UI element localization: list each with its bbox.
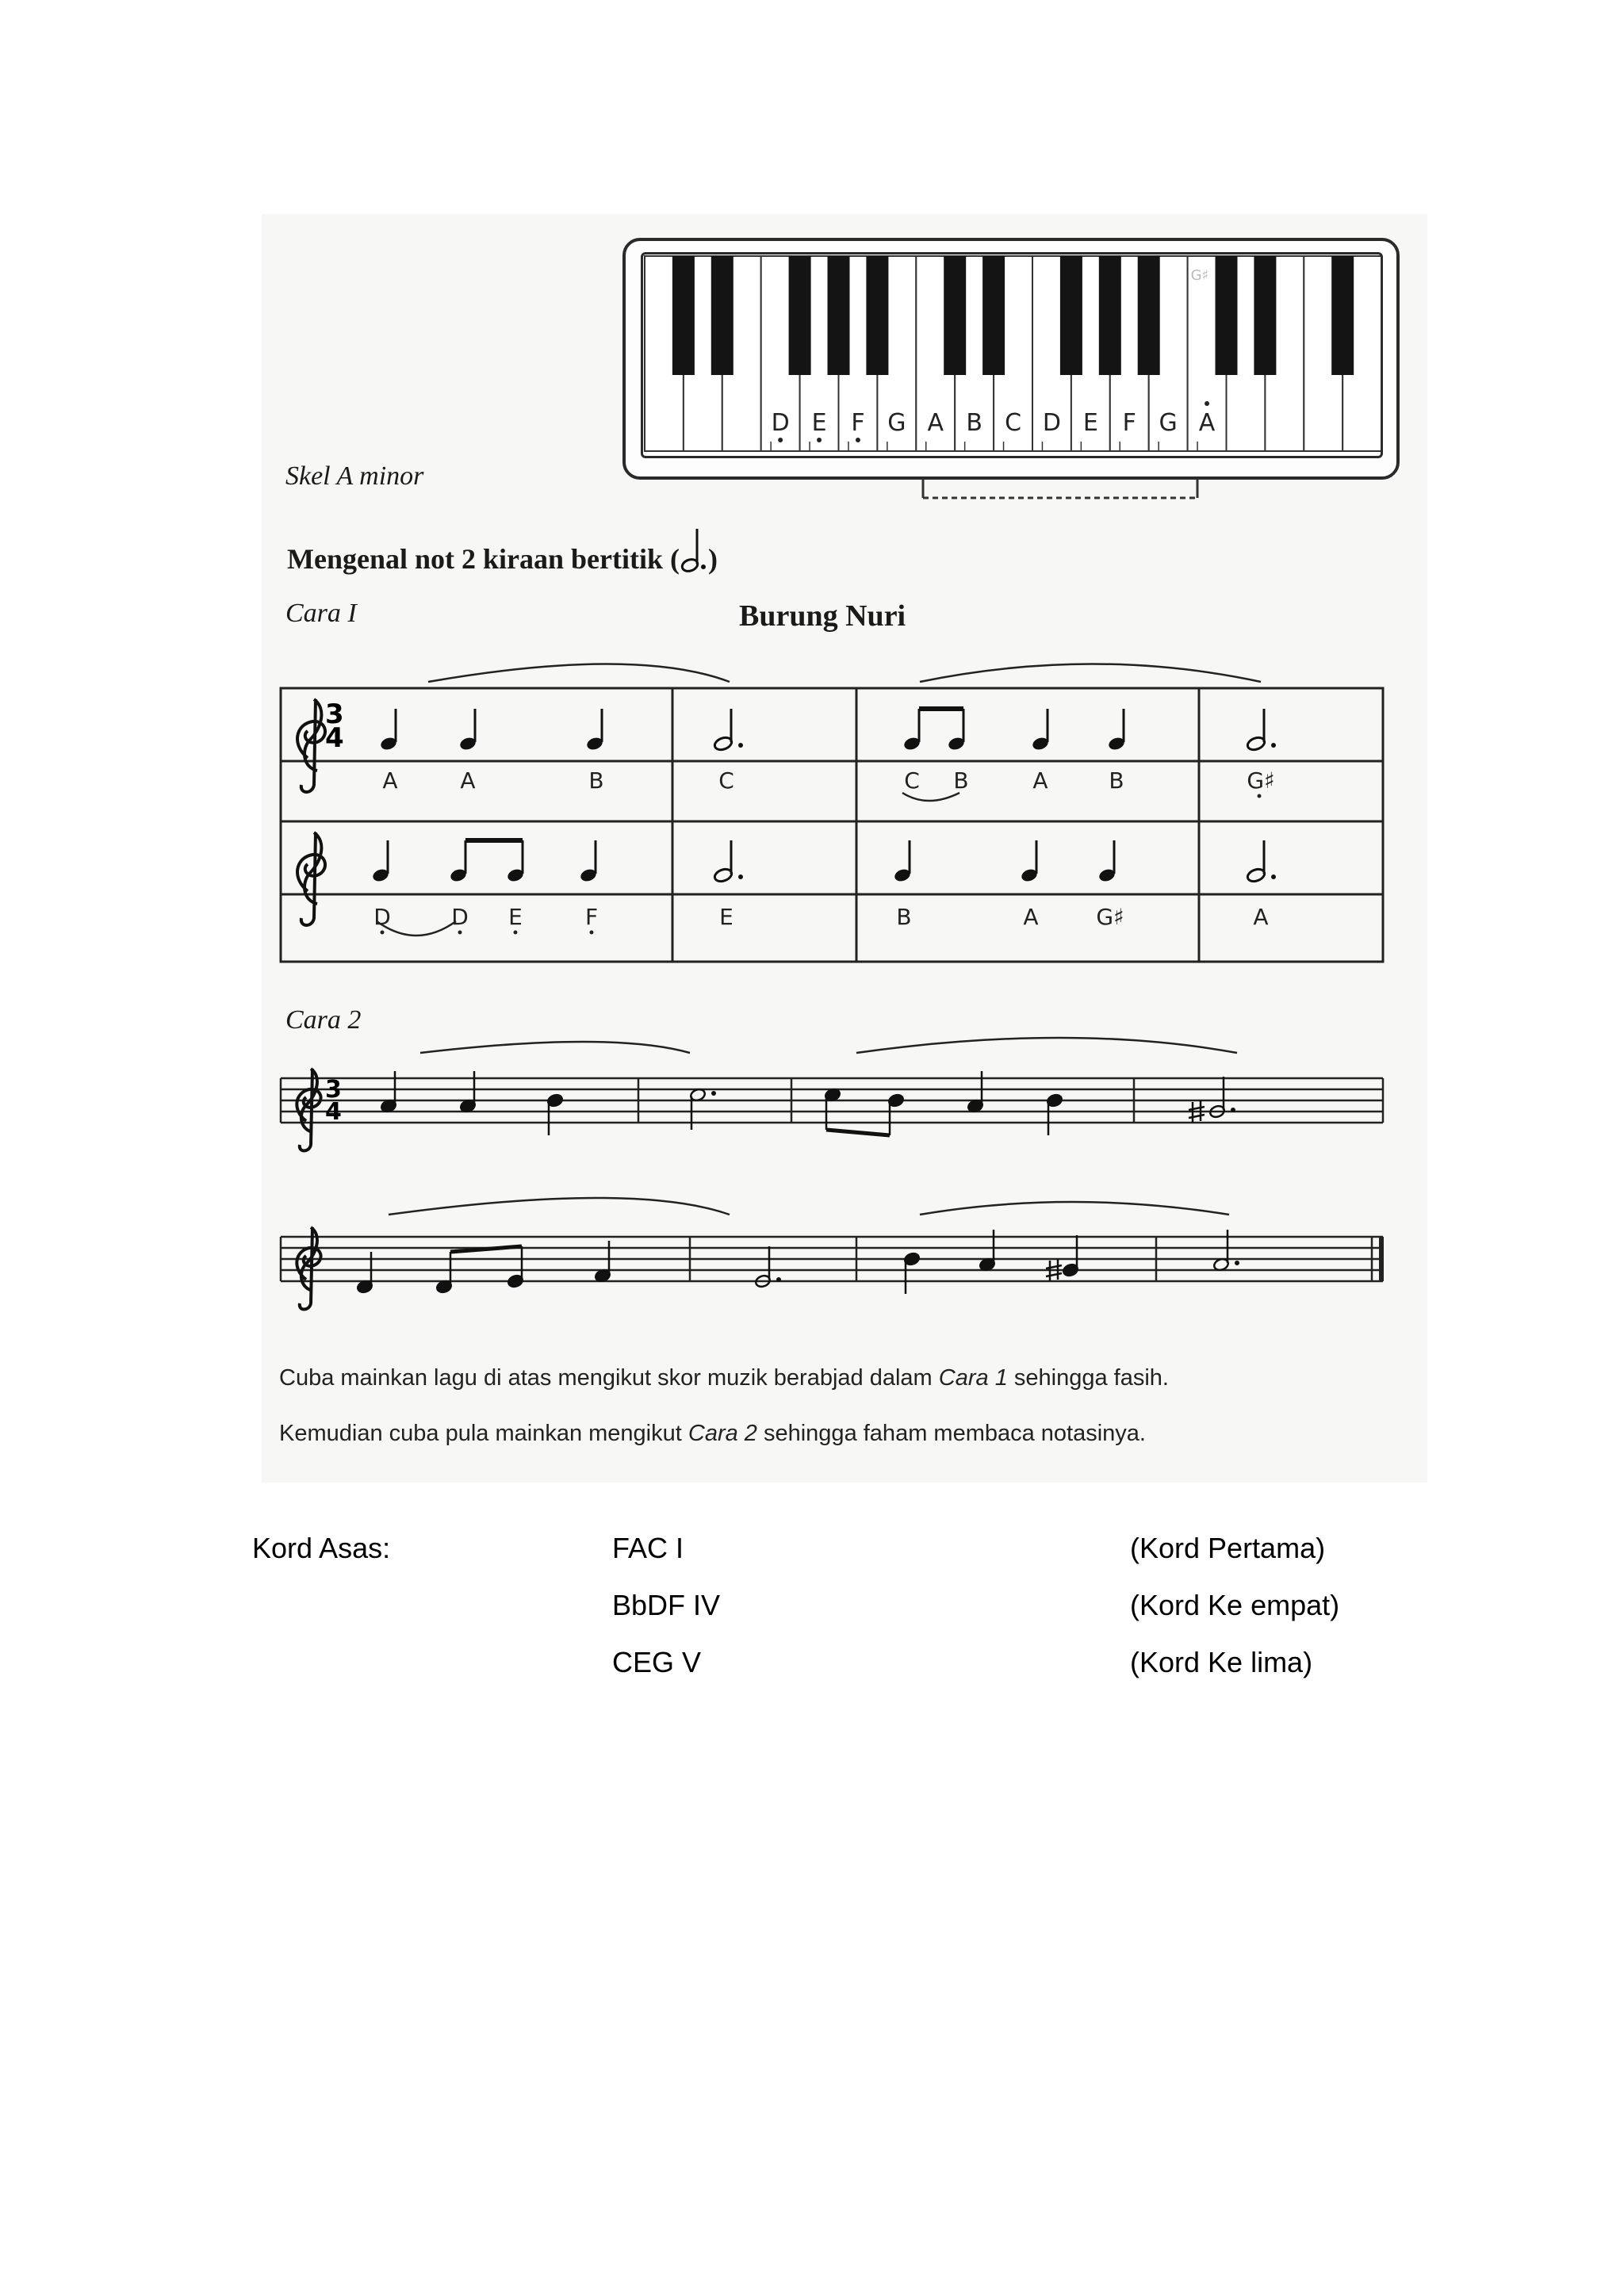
treble-clef-icon [297, 1227, 320, 1310]
chord-name-1: (Kord Pertama) [1130, 1532, 1326, 1564]
note-letter: B [896, 904, 912, 930]
note-dot [738, 743, 743, 748]
note-dot [738, 874, 743, 879]
key-letter: F [851, 409, 865, 437]
note-letter: A [1032, 767, 1048, 794]
cara2-label: Cara 2 [285, 1005, 362, 1035]
time-sig-bottom-2: 4 [325, 1098, 342, 1126]
instr1-b: sehingga fasih. [1007, 1365, 1169, 1391]
instruction-line-2 [279, 1421, 1146, 1447]
time-sig-top-2: 3 [325, 1076, 342, 1104]
key-letter: E [1082, 409, 1098, 437]
octave-dot [590, 931, 594, 935]
black-key [1254, 256, 1276, 375]
chord-name-2: (Kord Ke empat) [1130, 1589, 1340, 1621]
note-letter: A [1253, 904, 1269, 930]
instr1-a: Cuba mainkan lagu di atas mengikut skor muzik berabjad dalam [279, 1365, 939, 1391]
octave-bracket [920, 476, 1205, 507]
note-letter: B [588, 767, 604, 794]
note-letter: D [451, 904, 469, 930]
treble-clef-icon [297, 1069, 320, 1151]
chord-notes-3: CEG V [612, 1646, 702, 1678]
note-letter: B [953, 767, 969, 794]
black-key [1099, 256, 1121, 375]
note-dot [1271, 743, 1276, 748]
black-key [789, 256, 811, 375]
note-letter: A [460, 767, 476, 794]
black-key [866, 256, 888, 375]
note-letter: D [373, 904, 391, 930]
key-letter: G [1159, 409, 1178, 437]
treble-clef-icon [297, 699, 325, 792]
heading-text: Mengenal not 2 kiraan bertitik ( [287, 543, 680, 575]
note-letter: E [508, 904, 523, 930]
black-key [672, 256, 695, 375]
key-letter: B [966, 409, 982, 437]
chord-notes-1: FAC I [612, 1532, 684, 1564]
note-letter: A [382, 767, 398, 794]
cara1-label: Cara I [285, 599, 357, 628]
note-letter: G♯ [1096, 904, 1124, 930]
sharp-label: G♯ [1190, 267, 1209, 284]
heading-close: ) [707, 543, 718, 575]
piano-keys-svg [643, 254, 1381, 456]
octave-dot [817, 438, 822, 442]
piano-keyboard [641, 252, 1383, 458]
chord-label: Kord Asas: [252, 1532, 391, 1564]
black-key [982, 256, 1005, 375]
key-letter: G [887, 409, 906, 437]
octave-dot [514, 931, 518, 935]
note-dot [1235, 1261, 1239, 1265]
note-letter: C [718, 767, 734, 794]
instr2-em: Cara 2 [688, 1421, 757, 1446]
note-letter: B [1109, 767, 1124, 794]
chord-notes-2: BbDF IV [612, 1589, 721, 1621]
song-title: Burung Nuri [739, 599, 906, 633]
time-sig-bottom: 4 [325, 722, 344, 754]
key-letter: D [771, 409, 790, 437]
note-beam [826, 1130, 890, 1135]
key-letter: A [1198, 409, 1216, 437]
black-key [1216, 256, 1238, 375]
dotted-half-note-icon [680, 527, 708, 575]
note-dot [1271, 874, 1276, 879]
instr1-em: Cara 1 [938, 1365, 1008, 1391]
instr2-a: Kemudian cuba pula mainkan mengikut [279, 1421, 688, 1446]
key-letter: E [811, 409, 827, 437]
black-key [1060, 256, 1082, 375]
cara1-score [278, 650, 1388, 983]
black-key [944, 256, 966, 375]
octave-dot [381, 931, 385, 935]
section-heading [287, 527, 718, 576]
octave-dot [458, 931, 462, 935]
octave-dot [1258, 794, 1262, 798]
treble-clef-icon [297, 832, 325, 925]
octave-dot [1205, 401, 1209, 406]
instruction-line-1 [279, 1365, 1169, 1391]
chord-name-3: (Kord Ke lima) [1130, 1646, 1313, 1678]
key-letter: D [1042, 409, 1062, 437]
note-letter: C [904, 767, 920, 794]
black-key [711, 256, 733, 375]
note-letter: G♯ [1247, 767, 1275, 794]
scale-caption: Skel A minor [285, 461, 424, 491]
key-letter: A [927, 409, 944, 437]
time-sig-top: 3 [325, 698, 344, 730]
note-letter: F [584, 904, 599, 930]
instr2-b: sehingga faham membaca notasinya. [756, 1421, 1146, 1446]
key-letter: F [1122, 409, 1136, 437]
octave-dot [856, 438, 860, 442]
note-dot [776, 1277, 781, 1282]
black-key [1331, 256, 1354, 375]
cara2-staff [278, 1031, 1404, 1332]
note-dot [1231, 1108, 1235, 1112]
note-letter: E [719, 904, 733, 930]
key-letter: C [1005, 409, 1022, 437]
black-key [828, 256, 850, 375]
black-key [1138, 256, 1160, 375]
octave-dot [778, 438, 783, 442]
note-letter: A [1023, 904, 1039, 930]
note-dot [711, 1091, 716, 1096]
